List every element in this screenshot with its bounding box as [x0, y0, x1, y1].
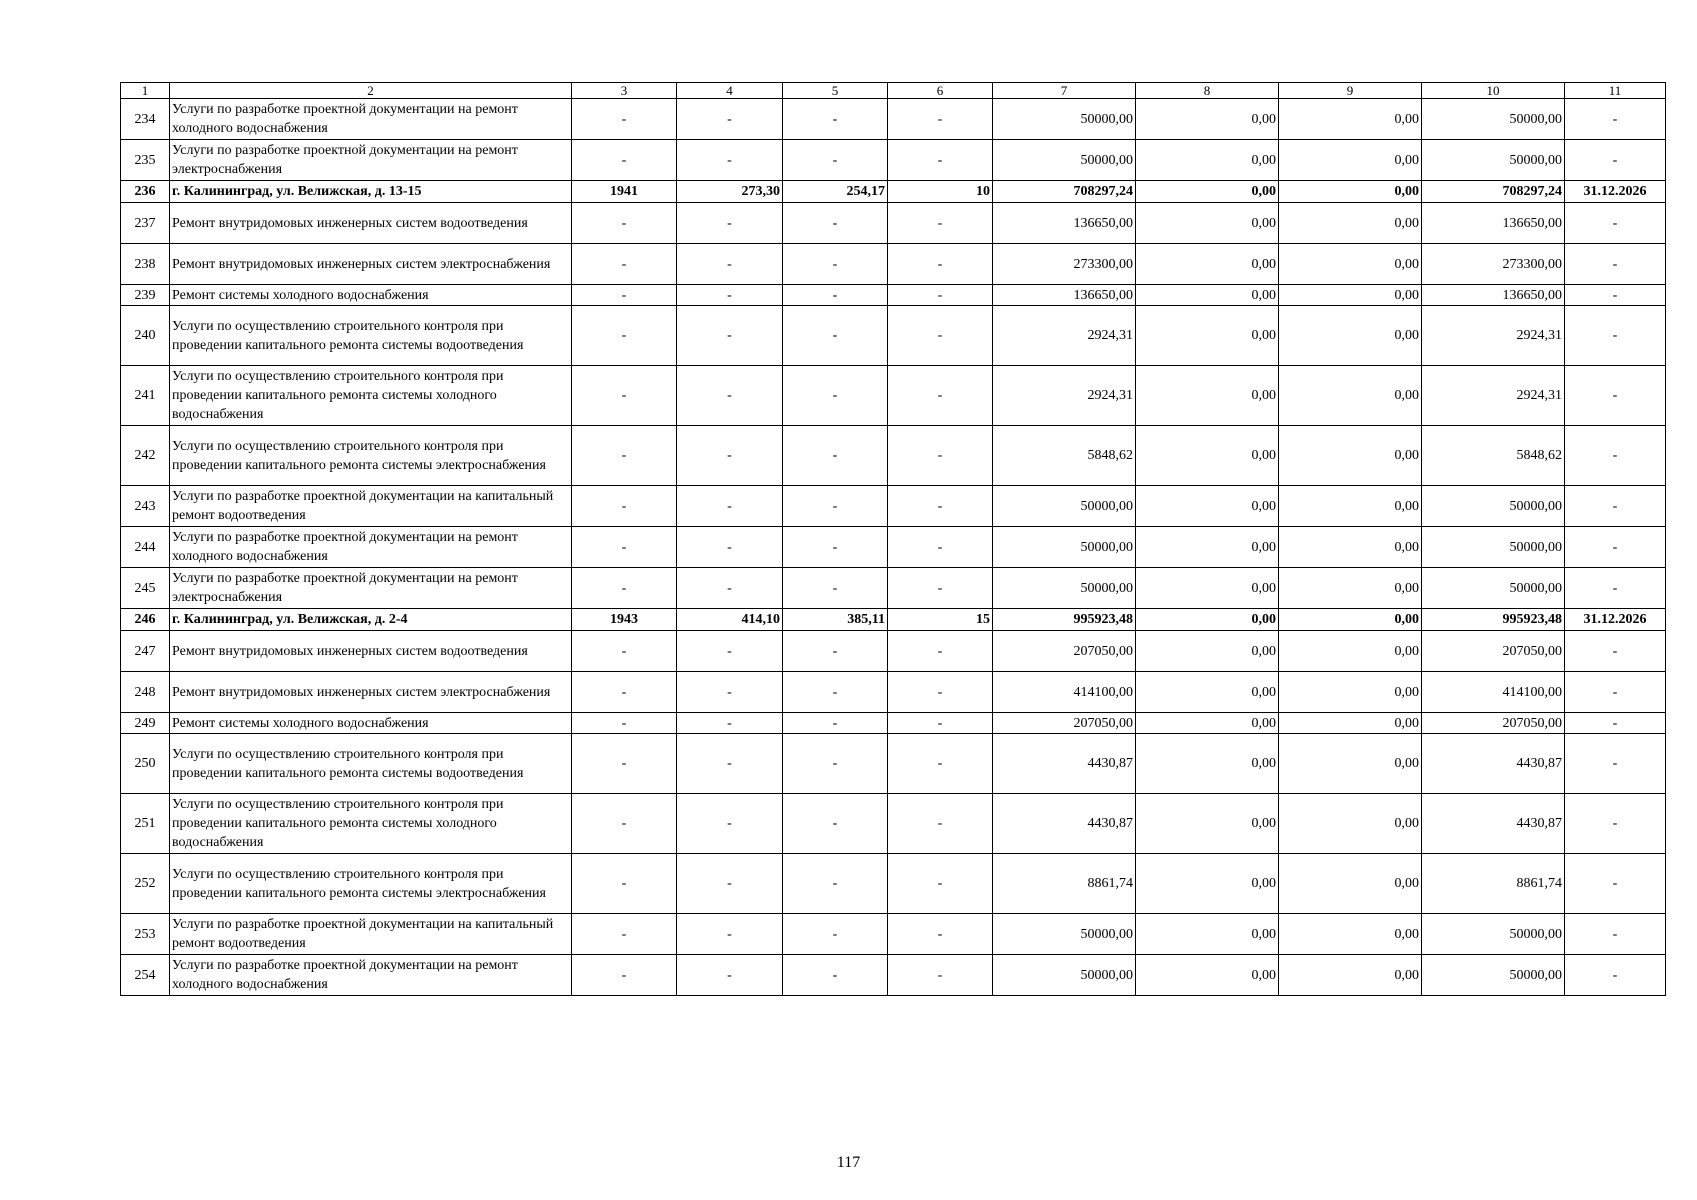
row-number-cell: 239: [121, 285, 170, 306]
owner-funds-cell: 4430,87: [1422, 794, 1565, 854]
regional-funds-cell: 0,00: [1279, 527, 1422, 568]
federal-funds-cell: 0,00: [1136, 366, 1279, 426]
deadline-cell: -: [1565, 854, 1666, 914]
work-row: [121, 854, 1666, 914]
total-area-cell: -: [677, 285, 783, 306]
year-cell: -: [572, 244, 677, 285]
deadline-cell: -: [1565, 631, 1666, 672]
year-cell: -: [572, 203, 677, 244]
row-number-cell: 235: [121, 140, 170, 181]
row-number-cell: 251: [121, 794, 170, 854]
federal-funds-cell: 0,00: [1136, 854, 1279, 914]
column-number-cell: 6: [888, 83, 993, 99]
deadline-cell: -: [1565, 734, 1666, 794]
work-name-cell: Услуги по разработке проектной документации на капитальный ремонт водоотведения: [170, 486, 572, 527]
total-cost-cell: 4430,87: [993, 794, 1136, 854]
regional-funds-cell: 0,00: [1279, 568, 1422, 609]
total-cost-cell: 207050,00: [993, 713, 1136, 734]
deadline-cell: -: [1565, 203, 1666, 244]
living-area-cell: 254,17: [783, 181, 888, 203]
federal-funds-cell: 0,00: [1136, 609, 1279, 631]
owner-funds-cell: 8861,74: [1422, 854, 1565, 914]
total-area-cell: -: [677, 426, 783, 486]
deadline-cell: 31.12.2026: [1565, 181, 1666, 203]
regional-funds-cell: 0,00: [1279, 914, 1422, 955]
year-cell: 1943: [572, 609, 677, 631]
deadline-cell: -: [1565, 486, 1666, 527]
total-area-cell: -: [677, 672, 783, 713]
owner-funds-cell: 414100,00: [1422, 672, 1565, 713]
total-cost-cell: 50000,00: [993, 140, 1136, 181]
year-cell: -: [572, 140, 677, 181]
year-cell: -: [572, 672, 677, 713]
total-cost-cell: 136650,00: [993, 285, 1136, 306]
column-number-cell: 10: [1422, 83, 1565, 99]
owner-funds-cell: 50000,00: [1422, 99, 1565, 140]
total-area-cell: -: [677, 99, 783, 140]
deadline-cell: -: [1565, 713, 1666, 734]
federal-funds-cell: 0,00: [1136, 914, 1279, 955]
year-cell: -: [572, 366, 677, 426]
total-area-cell: -: [677, 713, 783, 734]
total-cost-cell: 273300,00: [993, 244, 1136, 285]
row-number-cell: 247: [121, 631, 170, 672]
regional-funds-cell: 0,00: [1279, 794, 1422, 854]
year-cell: -: [572, 426, 677, 486]
year-cell: -: [572, 854, 677, 914]
regional-funds-cell: 0,00: [1279, 181, 1422, 203]
work-name-cell: Услуги по осуществлению строительного контроля при проведении капитального ремонта системы водоотведения: [170, 306, 572, 366]
row-number-cell: 236: [121, 181, 170, 203]
living-area-cell: -: [783, 306, 888, 366]
work-name-cell: Услуги по осуществлению строительного контроля при проведении капитального ремонта системы водоотведения: [170, 734, 572, 794]
total-area-cell: -: [677, 914, 783, 955]
total-area-cell: -: [677, 794, 783, 854]
total-area-cell: -: [677, 527, 783, 568]
living-area-cell: -: [783, 99, 888, 140]
row-number-cell: 253: [121, 914, 170, 955]
total-cost-cell: 50000,00: [993, 486, 1136, 527]
total-cost-cell: 5848,62: [993, 426, 1136, 486]
row-number-cell: 244: [121, 527, 170, 568]
year-cell: -: [572, 285, 677, 306]
work-row: [121, 914, 1666, 955]
residents-cell: -: [888, 713, 993, 734]
owner-funds-cell: 2924,31: [1422, 366, 1565, 426]
work-row: [121, 140, 1666, 181]
owner-funds-cell: 273300,00: [1422, 244, 1565, 285]
federal-funds-cell: 0,00: [1136, 794, 1279, 854]
column-number-cell: 5: [783, 83, 888, 99]
owner-funds-cell: 5848,62: [1422, 426, 1565, 486]
work-row: [121, 426, 1666, 486]
federal-funds-cell: 0,00: [1136, 672, 1279, 713]
owner-funds-cell: 995923,48: [1422, 609, 1565, 631]
residents-cell: -: [888, 203, 993, 244]
residents-cell: -: [888, 366, 993, 426]
column-number-cell: 11: [1565, 83, 1666, 99]
work-name-cell: г. Калининград, ул. Велижская, д. 2-4: [170, 609, 572, 631]
deadline-cell: -: [1565, 99, 1666, 140]
owner-funds-cell: 136650,00: [1422, 203, 1565, 244]
year-cell: -: [572, 914, 677, 955]
residents-cell: -: [888, 285, 993, 306]
deadline-cell: -: [1565, 140, 1666, 181]
column-number-cell: 2: [170, 83, 572, 99]
regional-funds-cell: 0,00: [1279, 631, 1422, 672]
total-cost-cell: 995923,48: [993, 609, 1136, 631]
living-area-cell: -: [783, 631, 888, 672]
regional-funds-cell: 0,00: [1279, 285, 1422, 306]
row-number-cell: 242: [121, 426, 170, 486]
total-cost-cell: 2924,31: [993, 306, 1136, 366]
row-number-cell: 240: [121, 306, 170, 366]
residents-cell: -: [888, 306, 993, 366]
work-row: [121, 734, 1666, 794]
total-area-cell: -: [677, 568, 783, 609]
federal-funds-cell: 0,00: [1136, 734, 1279, 794]
work-name-cell: Услуги по осуществлению строительного контроля при проведении капитального ремонта системы холодного водоснабжения: [170, 794, 572, 854]
total-area-cell: 273,30: [677, 181, 783, 203]
total-cost-cell: 50000,00: [993, 527, 1136, 568]
residents-cell: -: [888, 955, 993, 996]
residents-cell: -: [888, 140, 993, 181]
federal-funds-cell: 0,00: [1136, 527, 1279, 568]
deadline-cell: -: [1565, 568, 1666, 609]
total-area-cell: 414,10: [677, 609, 783, 631]
deadline-cell: -: [1565, 366, 1666, 426]
work-row: [121, 672, 1666, 713]
owner-funds-cell: 50000,00: [1422, 568, 1565, 609]
federal-funds-cell: 0,00: [1136, 955, 1279, 996]
work-name-cell: Услуги по разработке проектной документации на ремонт холодного водоснабжения: [170, 99, 572, 140]
regional-funds-cell: 0,00: [1279, 366, 1422, 426]
residents-cell: -: [888, 672, 993, 713]
residents-cell: -: [888, 854, 993, 914]
owner-funds-cell: 50000,00: [1422, 914, 1565, 955]
regional-funds-cell: 0,00: [1279, 426, 1422, 486]
year-cell: -: [572, 306, 677, 366]
work-name-cell: г. Калининград, ул. Велижская, д. 13-15: [170, 181, 572, 203]
work-row: [121, 366, 1666, 426]
deadline-cell: -: [1565, 672, 1666, 713]
row-number-cell: 237: [121, 203, 170, 244]
living-area-cell: -: [783, 426, 888, 486]
regional-funds-cell: 0,00: [1279, 486, 1422, 527]
owner-funds-cell: 708297,24: [1422, 181, 1565, 203]
total-cost-cell: 4430,87: [993, 734, 1136, 794]
regional-funds-cell: 0,00: [1279, 244, 1422, 285]
work-name-cell: Услуги по разработке проектной документации на ремонт электроснабжения: [170, 568, 572, 609]
regional-funds-cell: 0,00: [1279, 609, 1422, 631]
works-table: [120, 82, 1666, 996]
work-row: [121, 99, 1666, 140]
total-cost-cell: 2924,31: [993, 366, 1136, 426]
total-area-cell: -: [677, 631, 783, 672]
residents-cell: -: [888, 794, 993, 854]
owner-funds-cell: 136650,00: [1422, 285, 1565, 306]
residents-cell: -: [888, 486, 993, 527]
federal-funds-cell: 0,00: [1136, 181, 1279, 203]
regional-funds-cell: 0,00: [1279, 955, 1422, 996]
federal-funds-cell: 0,00: [1136, 486, 1279, 527]
page-number: 117: [836, 1154, 861, 1171]
address-row: [121, 181, 1666, 203]
total-area-cell: -: [677, 734, 783, 794]
federal-funds-cell: 0,00: [1136, 203, 1279, 244]
row-number-cell: 241: [121, 366, 170, 426]
work-name-cell: Услуги по разработке проектной документации на капитальный ремонт водоотведения: [170, 914, 572, 955]
row-number-cell: 250: [121, 734, 170, 794]
total-area-cell: -: [677, 955, 783, 996]
column-number-cell: 8: [1136, 83, 1279, 99]
work-name-cell: Ремонт системы холодного водоснабжения: [170, 285, 572, 306]
regional-funds-cell: 0,00: [1279, 734, 1422, 794]
regional-funds-cell: 0,00: [1279, 140, 1422, 181]
federal-funds-cell: 0,00: [1136, 99, 1279, 140]
column-number-cell: 1: [121, 83, 170, 99]
living-area-cell: -: [783, 734, 888, 794]
row-number-cell: 245: [121, 568, 170, 609]
owner-funds-cell: 50000,00: [1422, 140, 1565, 181]
residents-cell: -: [888, 244, 993, 285]
residents-cell: -: [888, 527, 993, 568]
column-number-cell: 7: [993, 83, 1136, 99]
deadline-cell: -: [1565, 426, 1666, 486]
year-cell: -: [572, 955, 677, 996]
year-cell: -: [572, 568, 677, 609]
residents-cell: -: [888, 426, 993, 486]
total-cost-cell: 136650,00: [993, 203, 1136, 244]
deadline-cell: -: [1565, 794, 1666, 854]
year-cell: -: [572, 527, 677, 568]
total-area-cell: -: [677, 306, 783, 366]
owner-funds-cell: 207050,00: [1422, 713, 1565, 734]
residents-cell: 15: [888, 609, 993, 631]
work-name-cell: Услуги по осуществлению строительного контроля при проведении капитального ремонта системы холодного водоснабжения: [170, 366, 572, 426]
work-row: [121, 794, 1666, 854]
work-row: [121, 568, 1666, 609]
year-cell: -: [572, 794, 677, 854]
living-area-cell: -: [783, 203, 888, 244]
total-area-cell: -: [677, 854, 783, 914]
work-name-cell: Ремонт внутридомовых инженерных систем электроснабжения: [170, 672, 572, 713]
deadline-cell: -: [1565, 527, 1666, 568]
living-area-cell: -: [783, 244, 888, 285]
work-name-cell: Услуги по разработке проектной документации на ремонт электроснабжения: [170, 140, 572, 181]
federal-funds-cell: 0,00: [1136, 426, 1279, 486]
owner-funds-cell: 2924,31: [1422, 306, 1565, 366]
row-number-cell: 249: [121, 713, 170, 734]
total-area-cell: -: [677, 203, 783, 244]
total-cost-cell: 414100,00: [993, 672, 1136, 713]
federal-funds-cell: 0,00: [1136, 713, 1279, 734]
row-number-cell: 243: [121, 486, 170, 527]
work-name-cell: Ремонт системы холодного водоснабжения: [170, 713, 572, 734]
deadline-cell: -: [1565, 244, 1666, 285]
living-area-cell: -: [783, 486, 888, 527]
work-name-cell: Услуги по осуществлению строительного контроля при проведении капитального ремонта системы электроснабжения: [170, 426, 572, 486]
deadline-cell: -: [1565, 955, 1666, 996]
column-number-cell: 3: [572, 83, 677, 99]
work-row: [121, 713, 1666, 734]
owner-funds-cell: 50000,00: [1422, 486, 1565, 527]
total-cost-cell: 50000,00: [993, 914, 1136, 955]
federal-funds-cell: 0,00: [1136, 306, 1279, 366]
residents-cell: 10: [888, 181, 993, 203]
year-cell: -: [572, 486, 677, 527]
year-cell: 1941: [572, 181, 677, 203]
work-name-cell: Ремонт внутридомовых инженерных систем водоотведения: [170, 631, 572, 672]
living-area-cell: -: [783, 914, 888, 955]
total-area-cell: -: [677, 366, 783, 426]
row-number-cell: 252: [121, 854, 170, 914]
work-row: [121, 631, 1666, 672]
work-row: [121, 486, 1666, 527]
living-area-cell: -: [783, 527, 888, 568]
deadline-cell: 31.12.2026: [1565, 609, 1666, 631]
living-area-cell: -: [783, 366, 888, 426]
living-area-cell: 385,11: [783, 609, 888, 631]
living-area-cell: -: [783, 140, 888, 181]
federal-funds-cell: 0,00: [1136, 244, 1279, 285]
total-cost-cell: 207050,00: [993, 631, 1136, 672]
year-cell: -: [572, 734, 677, 794]
residents-cell: -: [888, 99, 993, 140]
work-row: [121, 306, 1666, 366]
total-cost-cell: 8861,74: [993, 854, 1136, 914]
row-number-cell: 238: [121, 244, 170, 285]
year-cell: -: [572, 631, 677, 672]
living-area-cell: -: [783, 285, 888, 306]
total-cost-cell: 708297,24: [993, 181, 1136, 203]
work-name-cell: Услуги по разработке проектной документации на ремонт холодного водоснабжения: [170, 955, 572, 996]
regional-funds-cell: 0,00: [1279, 203, 1422, 244]
address-row: [121, 609, 1666, 631]
total-area-cell: -: [677, 486, 783, 527]
work-name-cell: Услуги по разработке проектной документации на ремонт холодного водоснабжения: [170, 527, 572, 568]
work-name-cell: Ремонт внутридомовых инженерных систем электроснабжения: [170, 244, 572, 285]
residents-cell: -: [888, 914, 993, 955]
residents-cell: -: [888, 631, 993, 672]
residents-cell: -: [888, 734, 993, 794]
owner-funds-cell: 4430,87: [1422, 734, 1565, 794]
work-name-cell: Услуги по осуществлению строительного контроля при проведении капитального ремонта системы электроснабжения: [170, 854, 572, 914]
year-cell: -: [572, 99, 677, 140]
work-row: [121, 203, 1666, 244]
row-number-cell: 234: [121, 99, 170, 140]
work-name-cell: Ремонт внутридомовых инженерных систем водоотведения: [170, 203, 572, 244]
deadline-cell: -: [1565, 306, 1666, 366]
living-area-cell: -: [783, 794, 888, 854]
work-row: [121, 285, 1666, 306]
living-area-cell: -: [783, 672, 888, 713]
total-area-cell: -: [677, 244, 783, 285]
table-body: [121, 83, 1666, 996]
living-area-cell: -: [783, 713, 888, 734]
living-area-cell: -: [783, 568, 888, 609]
total-cost-cell: 50000,00: [993, 955, 1136, 996]
deadline-cell: -: [1565, 285, 1666, 306]
deadline-cell: -: [1565, 914, 1666, 955]
regional-funds-cell: 0,00: [1279, 99, 1422, 140]
owner-funds-cell: 50000,00: [1422, 955, 1565, 996]
owner-funds-cell: 207050,00: [1422, 631, 1565, 672]
column-number-cell: 9: [1279, 83, 1422, 99]
year-cell: -: [572, 713, 677, 734]
federal-funds-cell: 0,00: [1136, 140, 1279, 181]
work-row: [121, 527, 1666, 568]
regional-funds-cell: 0,00: [1279, 306, 1422, 366]
work-row: [121, 244, 1666, 285]
regional-funds-cell: 0,00: [1279, 672, 1422, 713]
residents-cell: -: [888, 568, 993, 609]
federal-funds-cell: 0,00: [1136, 285, 1279, 306]
row-number-cell: 246: [121, 609, 170, 631]
column-number-cell: 4: [677, 83, 783, 99]
federal-funds-cell: 0,00: [1136, 568, 1279, 609]
total-area-cell: -: [677, 140, 783, 181]
total-cost-cell: 50000,00: [993, 568, 1136, 609]
row-number-cell: 254: [121, 955, 170, 996]
living-area-cell: -: [783, 854, 888, 914]
owner-funds-cell: 50000,00: [1422, 527, 1565, 568]
column-number-row: [121, 83, 1666, 99]
row-number-cell: 248: [121, 672, 170, 713]
regional-funds-cell: 0,00: [1279, 713, 1422, 734]
living-area-cell: -: [783, 955, 888, 996]
regional-funds-cell: 0,00: [1279, 854, 1422, 914]
total-cost-cell: 50000,00: [993, 99, 1136, 140]
federal-funds-cell: 0,00: [1136, 631, 1279, 672]
work-row: [121, 955, 1666, 996]
